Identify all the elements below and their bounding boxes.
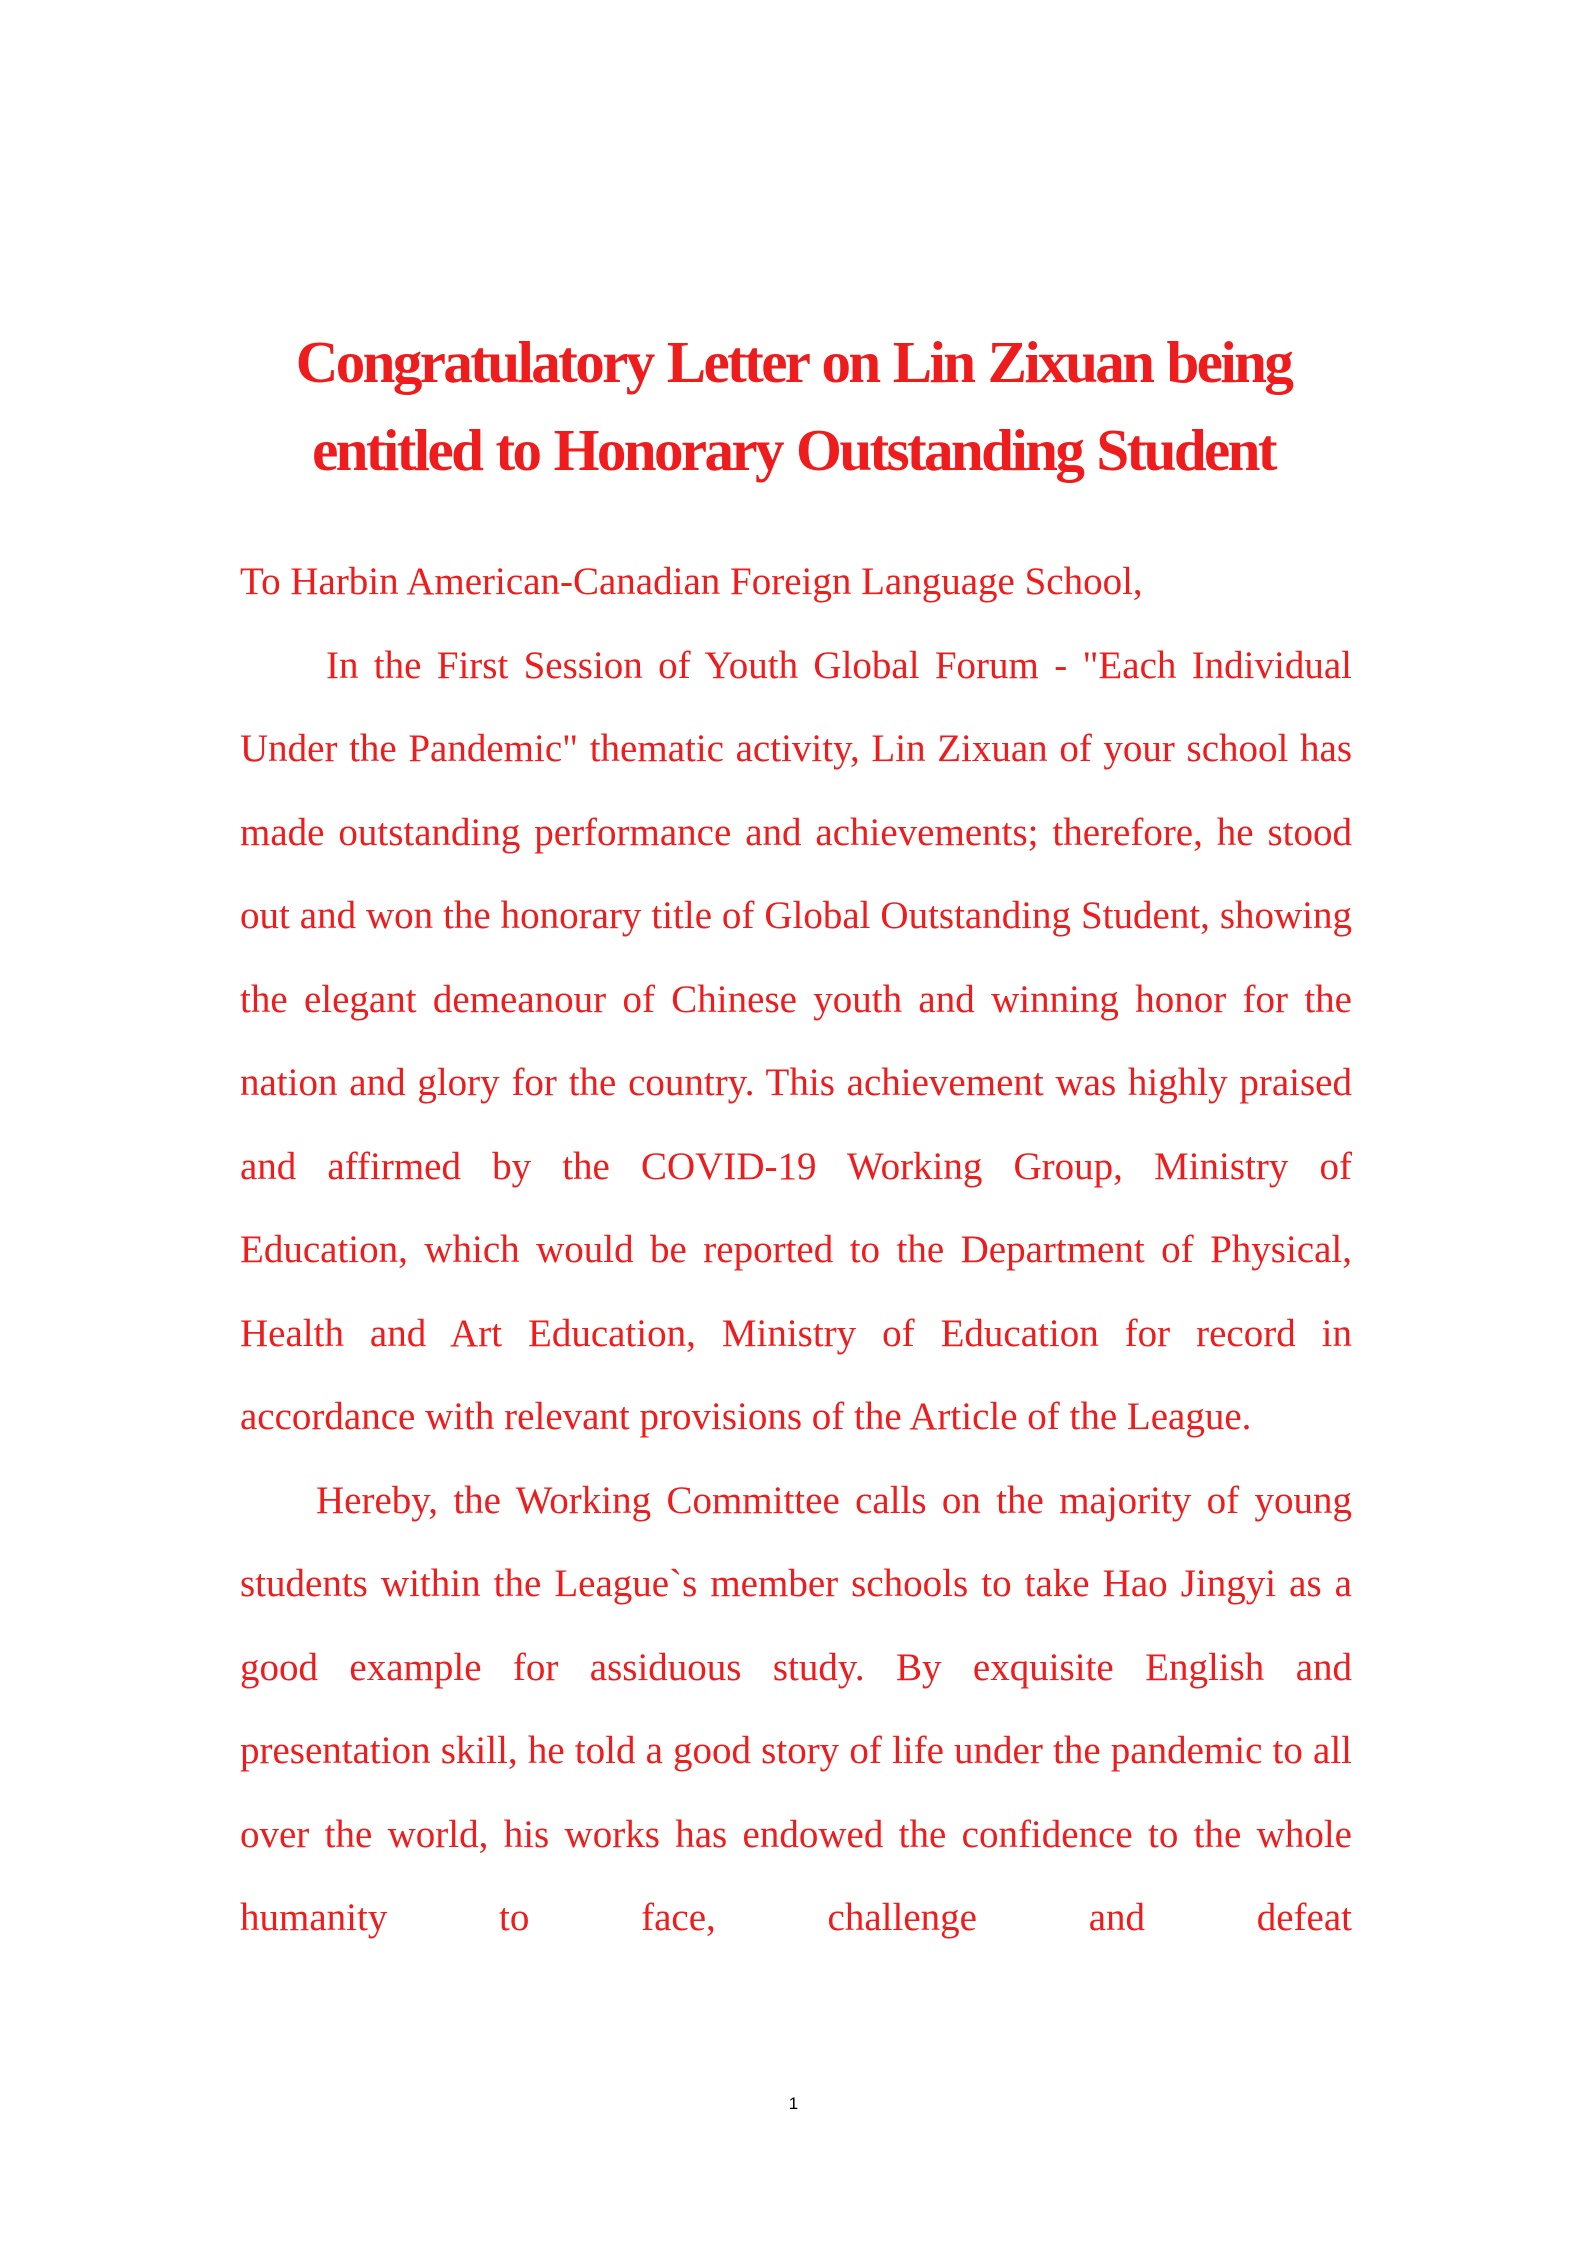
paragraph-2: Hereby, the Working Committee calls on the majority of young students within the League`s member schools to take Hao Jingyi as a good example for assiduous study. By exquisite English and presentation skill, he told a good story of life under the pandemic to all over the world, his works has endowed the confidence to the whole humanity to face, challenge and defeat [240, 1478, 1352, 1939]
letter-body [240, 540, 1352, 1960]
paragraph-1: In the First Session of Youth Global Forum - "Each Individual Under the Pandemic" thematic activity, Lin Zixuan of your school has made outstanding performance and achievements; therefore, he stood out and won the honorary title of Global Outstanding Student, showing the elegant demeanour of Chinese youth and winning honor for the nation and glory for the country. This achievement was highly praised and affirmed by the COVID-19 Working Group, Ministry of Education, which would be reported to the Department of Physical, Health and Art Education, Ministry of Education for record in accordance with relevant provisions of the Article of the League. [240, 643, 1352, 1438]
title-line-2: entitled to Honorary Outstanding Student [312, 416, 1275, 483]
title-line-1: Congratulatory Letter on Lin Zixuan being [295, 328, 1292, 395]
salutation: To Harbin American-Canadian Foreign Language School, [240, 560, 1143, 603]
letter-title [0, 318, 1587, 494]
page-number: 1 [788, 2094, 799, 2113]
